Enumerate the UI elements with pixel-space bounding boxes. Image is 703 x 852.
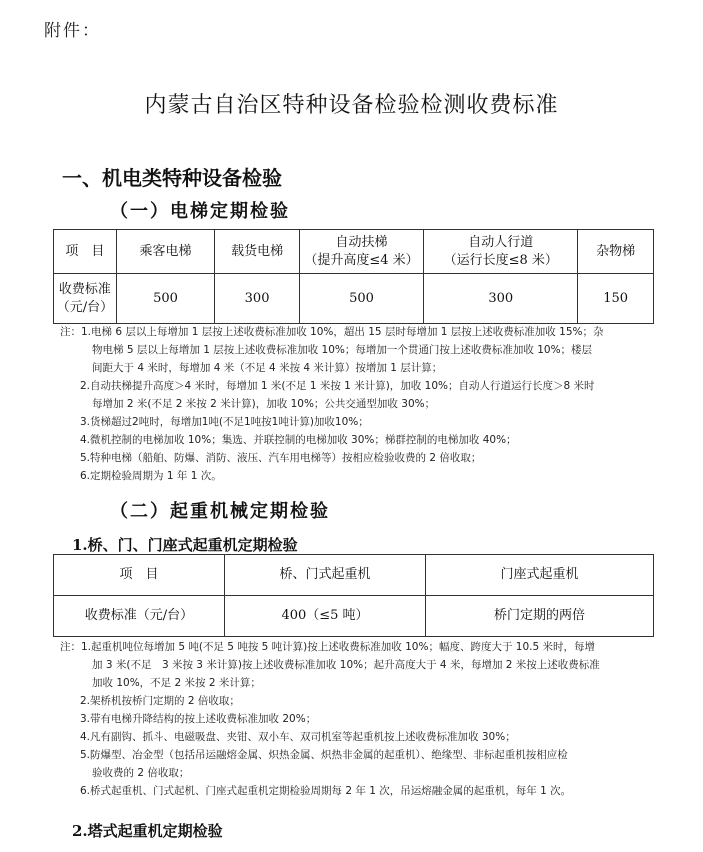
header-portal-crane: 门座式起重机 xyxy=(426,555,654,596)
header-escalator-line2: （提升高度≤4 米） xyxy=(304,252,419,268)
crane-fee-table xyxy=(53,554,654,637)
row-label-fee: 收费标准（元/台） xyxy=(54,596,225,637)
note-line: 每增加 2 米(不足 2 米按 2 米计算)，加收 10%；公共交通型加收 30%； xyxy=(92,398,436,410)
attachment-label: 附件： xyxy=(44,21,101,41)
note-line: 间距大于 4 米时，每增加 4 米（不足 4 米按 4 米计算）按增加 1 层计算； xyxy=(92,362,443,374)
section-1-2-2-heading: 2.塔式起重机定期检验 xyxy=(72,822,223,840)
note-line: 2.自动扶梯提升高度＞4 米时，每增加 1 米(不足 1 米按 1 米计算)，加收 10%；自动人行道运行长度＞8 米时 xyxy=(80,380,595,392)
note-line: 5.防爆型、冶金型（包括吊运融熔金属、炽热金属、炽热非金属的起重机）、绝缘型、非标起重机按相应检 xyxy=(80,749,568,761)
fee-bridge-gantry-crane: 400（≤5 吨） xyxy=(225,596,426,637)
fee-passenger-elevator: 500 xyxy=(116,274,215,324)
fee-escalator: 500 xyxy=(299,274,423,324)
note-line: 物电梯 5 层以上每增加 1 层按上述收费标准加收 10%；每增加一个贯通门按上述收费标准加收 10%；楼层 xyxy=(92,344,593,356)
header-escalator-line1: 自动扶梯 xyxy=(335,234,388,250)
note-line: 加收 10%，不足 2 米按 2 米计算； xyxy=(92,677,261,689)
fee-dumbwaiter: 150 xyxy=(578,274,654,324)
fee-moving-walk: 300 xyxy=(424,274,578,324)
document-title: 内蒙古自治区特种设备检验检测收费标准 xyxy=(144,93,559,118)
row-label-fee xyxy=(54,274,117,324)
header-escalator xyxy=(299,230,423,274)
elevator-fee-table xyxy=(53,229,654,324)
note-line: 4.凡有副钩、抓斗、电磁吸盘、夹钳、双小车、双司机室等起重机按上述收费标准加收 30%； xyxy=(80,731,516,743)
header-freight-elevator: 载货电梯 xyxy=(215,230,300,274)
header-moving-walk xyxy=(424,230,578,274)
row-label-fee-line1: 收费标准 xyxy=(58,281,111,297)
note-line: 6.桥式起重机、门式起机、门座式起重机定期检验周期每 2 年 1 次，吊运熔融金属的起重机，每年 1 次。 xyxy=(80,785,572,797)
section-1-2-1-heading: 1.桥、门、门座式起重机定期检验 xyxy=(72,536,298,554)
header-passenger-elevator: 乘客电梯 xyxy=(116,230,215,274)
header-moving-walk-line2: （运行长度≤8 米） xyxy=(443,252,558,268)
note-line: 注：1.电梯 6 层以上每增加 1 层按上述收费标准加收 10%，超出 15 层时每增加 1 层按上述收费标准加收 15%；杂 xyxy=(60,326,604,338)
section-1-1-heading: （一）电梯定期检验 xyxy=(110,201,290,222)
note-line: 3.带有电梯升降结构的按上述收费标准加收 20%； xyxy=(80,713,317,725)
header-item: 项 目 xyxy=(54,555,225,596)
header-item: 项 目 xyxy=(54,230,117,274)
note-line: 5.特种电梯（船舶、防爆、消防、液压、汽车用电梯等）按相应检验收费的 2 倍收取； xyxy=(80,452,482,464)
note-line: 6.定期检验周期为 1 年 1 次。 xyxy=(80,470,222,482)
header-moving-walk-line1: 自动人行道 xyxy=(468,234,534,250)
note-line: 2.架桥机按桥门定期的 2 倍收取； xyxy=(80,695,240,707)
note-line: 3.货梯超过2吨时，每增加1吨(不足1吨按1吨计算)加收10%； xyxy=(80,416,369,428)
header-bridge-gantry-crane: 桥、门式起重机 xyxy=(225,555,426,596)
fee-freight-elevator: 300 xyxy=(215,274,300,324)
row-label-fee-line2: （元/台） xyxy=(56,299,114,315)
note-line: 注：1.起重机吨位每增加 5 吨(不足 5 吨按 5 吨计算)按上述收费标准加收 10%；幅度、跨度大于 10.5 米时，每增 xyxy=(60,641,596,653)
fee-portal-crane: 桥门定期的两倍 xyxy=(426,596,654,637)
note-line: 验收费的 2 倍收取； xyxy=(92,767,190,779)
note-line: 4.微机控制的电梯加收 10%；集选、并联控制的电梯加收 30%；梯群控制的电梯加收 40%； xyxy=(80,434,517,446)
note-line: 加 3 米(不足 3 米按 3 米计算)按上述收费标准加收 10%；起升高度大于 4 米，每增加 2 米按上述收费标准 xyxy=(92,659,600,671)
section-1-2-heading: （二）起重机械定期检验 xyxy=(110,501,330,522)
section-1-heading: 一、机电类特种设备检验 xyxy=(62,166,282,190)
header-dumbwaiter: 杂物梯 xyxy=(578,230,654,274)
